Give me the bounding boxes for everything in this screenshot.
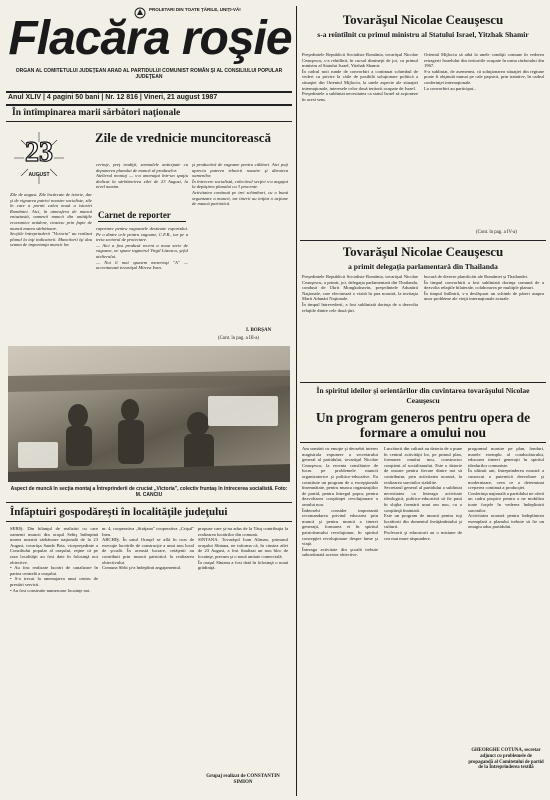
feature-kicker-rule [6, 121, 292, 122]
photo-caption [10, 486, 288, 498]
feature-headline: Zile de vrednicie muncitorească [94, 130, 272, 145]
program-rule [300, 442, 546, 443]
program-kicker: În spiritul ideilor şi orientărilor din cuvîntarea tovarăşului Nicolae Ceauşescu [316, 386, 530, 405]
issue-rule-bottom [6, 104, 292, 106]
photo-caption-text: Aspect de muncă în secţia montaj a Întreprinderii de cruciat „Victoria", colectiv fruntaş în întrecerea socialistă. [10, 486, 274, 492]
issue-line: Anul XLIV | 4 pagini 50 bani | Nr. 12 816 | Vineri, 21 august 1987 [8, 94, 218, 101]
program-col-2: Lucrătorii din cultură au datoria de a pune în centrul activităţii lor, pe primul plan, formarea omului nou, constructor conştient al socialismului. Este o datorie de onoare pentru fiecare dintre noi să contribuim, prin activitatea noastră, la realizarea sarcinilor stabilite. Secretarul general al partidului a subliniat necesitatea ca întreaga activitate ideologică, politico-educativă să fie pusă în slujba formării unui om nou, cu o conştiinţă înaintată. Este un program de muncă pentru toţi lucrătorii din domeniul învăţămîntului şi culturii. Profesorii şi educatorii au o misiune de cea mai mare răspundere. [384, 446, 462, 541]
feature-kicker: În întîmpinarea marii sărbători naţionale [12, 108, 181, 118]
program-col-1: Am urmărit cu emoţie şi deosebit interes magistrala expunere a secretarului general al partidului, tovarăşul Nicolae Ceauşescu, la recenta consfătuire de lucru pe problemele muncii organizatorice şi politico-educative. Ea constituie un program de o excepţională însemnătate, pentru munca organizaţiilor de partid, pentru întregul popor, pentru dezvoltarea conştiinţei revoluţionare a omului nou. Îndeosebi consider importantă recomandarea privind educarea prin muncă şi pentru muncă a tinerei generaţii, formarea ei în spiritul patriotismului revoluţionar, în spiritul concepţiei revoluţionare despre lume şi viaţă. Întreaga activitate din şcoală trebuie subordonată acestor obiective. [302, 446, 378, 558]
localities-col-1: SEBIŞ. Din bilanţul de realizări cu care oamenii muncii din oraşul Sebiş întîmpină marea noastră sărbătoare naţională de la 23 August, tovarăşa Sanda Bria, vicepreşedinte a Consiliului popular al oraşului, reţine că pe raza localităţii au fost date în folosinţă noi obiective. • Au fost realizate lucrări de canalizare în partea centrală a oraşului. • S-a trecut la amenajarea unui centru de prestări servicii. • Au fost construite numeroase locuinţe noi. [10, 526, 98, 593]
program-headline: Un program generos pentru opera de formare a omului nou [315, 410, 531, 440]
localities-signature: Grupaj realizat de CONSTANTIN SIMION [206, 774, 280, 785]
thailand-headline: Tovarăşul Nicolae Ceauşescu [342, 244, 504, 259]
feature-cont: (Cont. în pag. a III-a) [218, 336, 260, 341]
shamir-cont: (Cont. în pag. a IV-a) [476, 230, 517, 235]
program-signature: GHEORGHE COTUNA, secretar adjunct cu problemele de propagandă al Comitetului de partid de la Întreprinderea textilă [468, 748, 544, 771]
shamir-rule [300, 240, 546, 241]
feature-signature: I. BORŞAN [246, 328, 272, 333]
feature-col-2: cerinţe, preţ tradiţii, semnalele anticipate cu depunerea planului de muncă al produselor. Atelierul montaj — s-a amenajat într-un spaţiu dedicat la sărbătorirea zilei de 23 August, la nivel maxim. [96, 162, 188, 190]
program-col-3: programul noastre pe plan, fonduri, marele exemplu al conducătorului, educarea tinerei generaţii în spiritul idealurilor comuniste. În ultimii ani, întreprinderea noastră a cunoscut o puternică dezvoltare şi modernizare, ceea ce a determinat creşterea continuă a producţiei. Conferinţa naţională a partidului ne oferă un cadru propice pentru a ne mobiliza toate forţele în vederea îndeplinirii sarcinilor. Activitatea noastră pentru îndeplinirea exemplară a planului trebuie să fie un omagiu adus partidului. [468, 446, 544, 530]
localities-rule [6, 521, 292, 522]
calendar-day: 23 [25, 137, 53, 168]
column-divider [296, 6, 297, 796]
localities-headline: Înfăptuiri gospodăreşti în localităţile judeţului [10, 506, 228, 518]
feature-col-3: şi productivă de vagoane pentru călători. Aici poţi aprecia puterea tehnicii noastre şi dăruirea oamenilor. În întrecere socialistă, colectivul secţiei s-a angajat la depăşirea planului cu 3 procente. Activitatea continuă pe trei schimburi, cu o bună organizare a muncii, iar tinerii au iniţiat o acţiune de muncă patriotică. [192, 162, 288, 207]
newspaper-title: Flacăra roşie [8, 12, 292, 65]
photo-rule [6, 502, 292, 503]
thailand-col-1: Preşedintele Republicii Socialiste România, tovarăşul Nicolae Ceauşescu, a primit, joi, delegaţia parlamentară din Thailanda, condusă de Ukrit Mongkolnavin, preşedintele Adunării Naţionale, care efectuează o vizită în ţara noastră, la invitaţia Marii Adunări Naţionale. În timpul întrevederii, a fost subliniată dorinţa de a dezvolta relaţiile dintre cele două ţări. [302, 274, 418, 313]
calendar-badge [10, 128, 68, 188]
localities-col-2: nr. 4, cooperativa „Străjana" cooperativa „Crişul" Ineu. ARCHIŞ. În satul Orasţel se află în curs de execuţie lucrările de construcţie a unui nou local de şcoală. În această lucrare, cetăţenii au contribuit prin muncă patriotică la realizarea obiectivului. Comuna Sîrbi şi-a îndeplinit angajamentul. [102, 526, 194, 571]
masthead [6, 4, 292, 88]
shamir-col-2: Oriental Mijlociu să aibă la unele condiţii comune în vederea retragerii Israelului din teritoriile ocupate în urma războiului din 1967. S-a subliniat, de asemenea, că soluţionarea situaţiei din regiune poate fi obţinută numai pe cale paşnică, prin tratative, în cadrul conferinţei internaţionale. La convorbiri au participat... [424, 52, 544, 91]
factory-photo [8, 346, 290, 482]
issue-rule-top [6, 91, 292, 93]
shamir-subhead: s-a reîntîlnit cu primul ministru al Statului Israel, Yitzhak Shamir [317, 30, 529, 39]
calendar-month: AUGUST [28, 172, 50, 178]
thailand-subhead: a primit delegaţia parlamentară din Thailanda [348, 262, 498, 271]
thailand-col-2: bucură de diverse planificări ale României şi Thailandei. În timpul convorbirii a fost subliniată dorinţa comună de a dezvolta relaţiile bilaterale, colaborarea pe multiple planuri. În timpul întîlnirii, s-a desfăşurat un schimb de păreri asupra unor probleme ale vieţii internaţionale actuale. [424, 274, 544, 302]
workers-illustration [8, 346, 290, 482]
thailand-rule [300, 382, 546, 383]
party-motto: PROLETARI DIN TOATE ŢĂRILE, UNIŢI-VĂ! [149, 7, 241, 12]
feature-col-1: Zile de august. Zile încărcate de istorie, dar şi de vigoarea patriei noastre socialiste, zile în care a pornit calea nouă a istoriei României. Aici, în atmosfera de muncă entuziastă, oamenii muncii din unităţile economice arădene, cinstesc prin fapte de muncă marea sărbătoare. Secţiile întreprinderii "Victoria" au realizat planul la toţi indicatorii. Muncitorii îşi dau seama de importanţa muncii lor. [10, 192, 92, 248]
shamir-headline: Tovarăşul Nicolae Ceauşescu [342, 12, 504, 27]
localities-col-3: propuse care şi-au adus de la Tăuţ contribuţia la realizarea lucrărilor din comună. SîNTANA. Tovarăşul Ioan Aliman, primarul oraşului Sîntana, ne informa că, în cinstea zilei de 23 August, a fost finalizat un nou bloc de locuinţe, precum şi o nouă unitate comercială. În oraşul Sîntana a fost dată în folosinţă o nouă grădiniţă. [198, 526, 288, 571]
carnet-title: Carnet de reporter [98, 210, 186, 222]
photo-credit: Foto: M. CANCIU [135, 486, 288, 498]
carnet-text: raportare pentru vagoanele destinate exportului. Pe o dintre cele pentru vagoane, C.F.R., iar pe a treia sectorul de proiectare. — Aici a fost produsă recent a noua serie de vagoane, ne spune inginerul Virgil Lăzescu, şeful atelierului. — Noi îi mai spunem meseriaşi "A" — accentuează tovarăşul Mircea Ivan. [96, 226, 188, 271]
organ-line: ORGAN AL COMITETULUI JUDEŢEAN ARAD AL PARTIDULUI COMUNIST ROMÂN ŞI AL CONSILIULUI POPULAR JUDEŢEAN [15, 68, 283, 80]
shamir-col-1: Preşedintele Republicii Socialiste România, tovarăşul Nicolae Ceauşescu, s-a reîntîlnit, în cursul dimineţii de joi, cu primul ministru al Statului Israel, Yitzhak Shamir. În cadrul noii runde de convorbiri a continuat schimbul de vederi cu privire la căile de posibilă soluţionare politică a situaţiei din Orientul Mijlociu, la unele aspecte ale situaţiei internaţionale, interesele celor două teritorii ocupate de Israel. Preşedintele a subliniat necesitatea ca statul Israel să acţioneze în acest sens. [302, 52, 418, 102]
